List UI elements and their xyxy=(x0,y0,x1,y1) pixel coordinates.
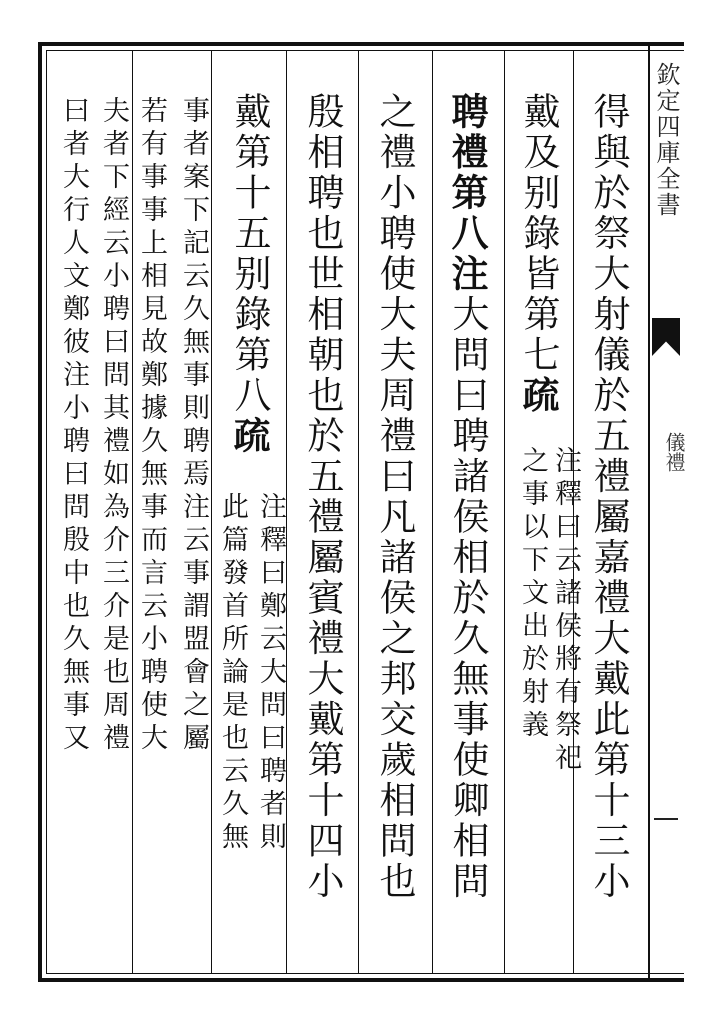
column-rule xyxy=(132,50,133,974)
annotation-text: 此篇發首所論是也云久無 xyxy=(217,492,248,855)
column-text: 戴第十五别錄第八 xyxy=(228,92,271,416)
text-column-8 xyxy=(138,96,165,756)
column-text: 曰者大行人文鄭彼注小聘曰問殷中也久無事又 xyxy=(58,96,89,756)
column-rule xyxy=(358,50,359,974)
annotation-text: 注釋曰鄭云大問曰聘者則 xyxy=(255,492,286,855)
zhu-marker: 注 xyxy=(445,254,489,295)
annotation-left xyxy=(519,446,546,743)
column-text: 得與於祭大射儀於五禮屬嘉禮大戴此第十三小 xyxy=(587,92,630,902)
text-column-9 xyxy=(100,96,127,756)
text-column-1 xyxy=(587,92,630,902)
column-rule xyxy=(432,50,433,974)
column-text: 若有事事上相見故鄭據久無事而言云小聘使大 xyxy=(136,96,167,756)
text-column-7 xyxy=(180,96,207,756)
shu-marker: 疏 xyxy=(516,375,560,416)
column-text: 夫者下經云小聘曰問其禮如為介三介是也周禮 xyxy=(98,96,129,756)
text-column-5 xyxy=(301,92,344,902)
annotation-left xyxy=(219,492,246,855)
column-rule xyxy=(504,50,505,974)
chapter-title: 聘禮第八 xyxy=(445,92,489,254)
annotation-text: 注釋曰云諸侯將有祭祀 xyxy=(550,446,581,776)
text-column-2 xyxy=(516,92,560,416)
column-text: 殷相聘也世相朝也於五禮屬賓禮大戴第十四小 xyxy=(301,92,344,902)
banxin-title: 欽定四庫全書 xyxy=(652,62,680,218)
annotation-right xyxy=(257,492,284,855)
column-rule xyxy=(286,50,287,974)
annotation-text: 之事以下文出於射義 xyxy=(517,446,548,743)
column-rule xyxy=(211,50,212,974)
banxin-divider xyxy=(654,818,678,820)
shu-marker: 疏 xyxy=(227,416,271,457)
text-column-4 xyxy=(373,92,416,902)
column-text: 戴及别錄皆第七 xyxy=(517,92,560,376)
banxin-page-mark: 儀禮 xyxy=(662,432,686,472)
column-text: 事者案下記云久無事則聘焉注云事謂盟會之屬 xyxy=(178,96,209,756)
text-column-3 xyxy=(445,92,489,902)
annotation-right xyxy=(552,446,579,776)
column-text: 之禮小聘使大夫周禮曰凡諸侯之邦交歲相問也 xyxy=(373,92,416,902)
text-column-10 xyxy=(60,96,87,756)
column-text: 大問曰聘諸侯相於久無事使卿相問 xyxy=(446,294,489,902)
text-column-6 xyxy=(227,92,271,457)
